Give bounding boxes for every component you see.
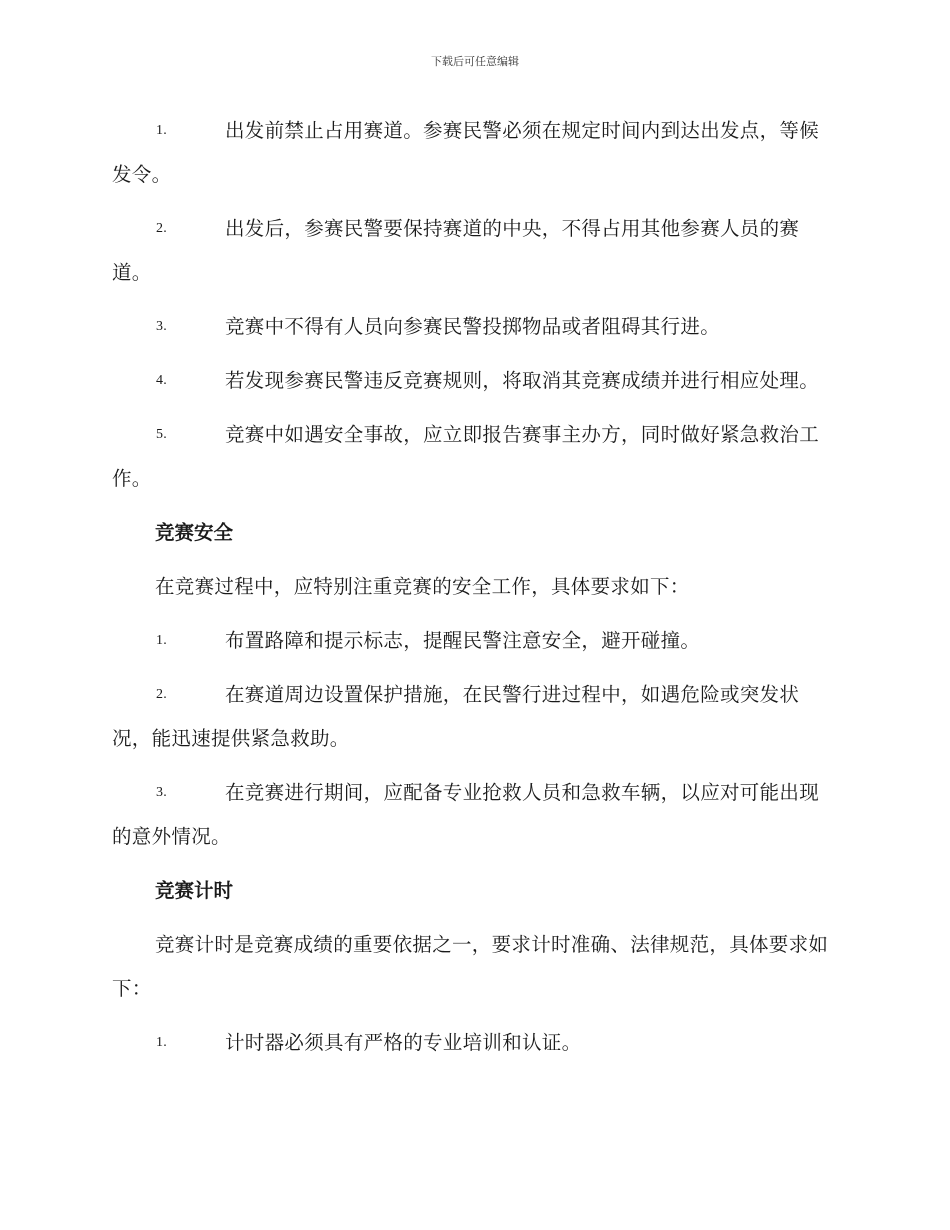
section-intro-timing: 竞赛计时是竞赛成绩的重要依据之一，要求计时准确、法律规范，具体要求如下： <box>112 933 829 1000</box>
list-number: 5. <box>156 427 168 442</box>
list-text: 在竞赛进行期间，应配备专业抢救人员和急救车辆，以应对可能出现的意外情况。 <box>112 781 820 848</box>
list-text: 在赛道周边设置保护措施，在民警行进过程中，如遇危险或突发状况，能迅速提供紧急救助。 <box>112 683 800 750</box>
list-number: 2. <box>156 687 168 702</box>
list-number: 1. <box>156 1035 168 1050</box>
list-number: 3. <box>156 319 168 334</box>
list-number: 1. <box>156 633 168 648</box>
list-text: 竞赛中不得有人员向参赛民警投掷物品或者阻碍其行进。 <box>225 315 721 338</box>
list-item <box>112 305 834 349</box>
section-intro-safety: 在竞赛过程中，应特别注重竞赛的安全工作，具体要求如下： <box>155 575 690 598</box>
list-item <box>112 619 834 663</box>
list-item <box>112 1021 834 1065</box>
list-item <box>112 413 834 501</box>
list-number: 4. <box>156 373 168 388</box>
section-heading-safety: 竞赛安全 <box>155 521 234 544</box>
list-item <box>112 359 834 403</box>
section-heading-timing: 竞赛计时 <box>155 879 234 902</box>
page-header-note: 下载后可任意编辑 <box>431 55 519 68</box>
list-text: 竞赛中如遇安全事故，应立即报告赛事主办方，同时做好紧急救治工作。 <box>112 423 820 490</box>
list-text: 出发后，参赛民警要保持赛道的中央，不得占用其他参赛人员的赛道。 <box>112 217 800 284</box>
list-item <box>112 771 834 859</box>
list-number: 3. <box>156 785 168 800</box>
list-number: 2. <box>156 221 168 236</box>
list-text: 计时器必须具有严格的专业培训和认证。 <box>225 1031 582 1054</box>
list-item <box>112 109 834 197</box>
list-item <box>112 673 834 761</box>
list-text: 布置路障和提示标志，提醒民警注意安全，避开碰撞。 <box>225 629 701 652</box>
list-item <box>112 207 834 295</box>
document-body <box>112 109 834 1075</box>
list-text: 出发前禁止占用赛道。参赛民警必须在规定时间内到达出发点，等候发令。 <box>112 119 820 186</box>
list-number: 1. <box>156 123 168 138</box>
list-text: 若发现参赛民警违反竞赛规则，将取消其竞赛成绩并进行相应处理。 <box>225 369 820 392</box>
